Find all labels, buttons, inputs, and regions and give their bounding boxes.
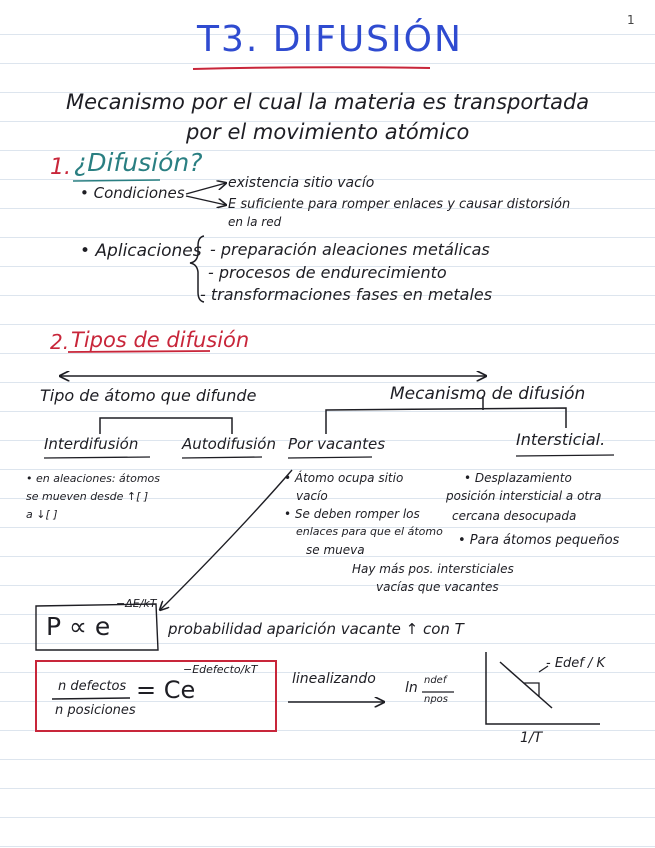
condiciones-label: • Condiciones (80, 184, 185, 202)
section-2-number: 2. (50, 330, 70, 354)
section-1-underline (73, 180, 160, 181)
ln-numerator: ndef (424, 675, 447, 686)
autodifusion-heading: Autodifusión (182, 435, 276, 453)
aplicaciones-label: • Aplicaciones (80, 241, 202, 261)
section-2-underline (68, 351, 210, 352)
page-number: 1 (627, 13, 635, 27)
vacantes-note-5: se mueva (306, 543, 365, 557)
tipo-atomo-bracket (100, 418, 232, 434)
interdifusion-note-3: a ↓[ ] (26, 508, 58, 521)
interdifusion-note-2: se mueven desde ↑[ ] (26, 490, 149, 503)
aplicaciones-item-1: - preparación aleaciones metálicas (210, 240, 490, 259)
por-vacantes-heading: Por vacantes (288, 435, 386, 453)
title-underline (193, 67, 430, 69)
intro-line-1: Mecanismo por el cual la materia es transportada (66, 90, 590, 114)
fraction-bar (52, 698, 130, 699)
vacantes-note-1: • Átomo ocupa sitio (284, 471, 404, 485)
fraction-numerator: n defectos (58, 679, 127, 694)
mecanismo-bracket (326, 408, 566, 434)
autodifusion-underline (182, 457, 262, 458)
intersticial-note-4: • Para átomos pequeños (458, 533, 620, 548)
proportional-formula-box (36, 604, 158, 650)
proportional-formula: P ∝ e (46, 612, 111, 641)
condiciones-item-2: E suficiente para romper enlaces y causar distorsión (228, 197, 571, 212)
section-2-title: Tipos de difusión (71, 328, 250, 352)
aplicaciones-item-3: - transformaciones fases en metales (200, 285, 493, 304)
intro-line-2: por el movimiento atómico (186, 120, 470, 144)
graph-axes (486, 652, 600, 724)
por-vacantes-underline (288, 457, 372, 458)
hay-mas-line-1: Hay más pos. intersticiales (352, 562, 514, 576)
hay-mas-line-2: vacías que vacantes (376, 580, 499, 594)
proportional-exponent: −ΔE/kT (116, 597, 157, 610)
defect-equation-box (36, 661, 276, 731)
condiciones-arrow-down (186, 196, 226, 205)
intersticial-note-3: cercana desocupada (452, 509, 577, 523)
probability-text: probabilidad aparición vacante ↑ con T (168, 620, 464, 638)
aplicaciones-brace (190, 236, 204, 302)
slope-label: - Edef / K (546, 656, 606, 671)
aplicaciones-item-2: - procesos de endurecimiento (208, 263, 447, 282)
condiciones-item-2-cont: en la red (228, 215, 282, 229)
section-1-number: 1. (50, 155, 71, 180)
section-1-title: ¿Difusión? (74, 148, 203, 177)
equals-ce: = Ce (136, 676, 196, 704)
condiciones-arrow-up (186, 183, 226, 194)
vacantes-to-formula-arrow (160, 470, 292, 610)
slope-leader (539, 666, 548, 672)
vacantes-note-4: enlaces para que el átomo (296, 525, 443, 538)
interdifusion-note-1: • en aleaciones: átomos (26, 472, 160, 485)
condiciones-item-1: existencia sitio vacío (228, 175, 375, 191)
interdifusion-underline (44, 457, 150, 458)
mecanismo-heading: Mecanismo de difusión (390, 384, 586, 404)
tipo-atomo-heading: Tipo de átomo que difunde (40, 386, 257, 405)
ln-denominator: npos (424, 694, 449, 705)
linealizando-label: linealizando (292, 671, 376, 687)
fraction-denominator: n posiciones (55, 703, 136, 718)
graph-x-label: 1/T (520, 730, 543, 746)
intersticial-underline (516, 455, 614, 456)
page-title: T3. DIFUSIÓN (197, 19, 463, 60)
intersticial-note-2: posición intersticial a otra (446, 489, 602, 503)
vacantes-note-3: • Se deben romper los (284, 507, 420, 521)
interdifusion-heading: Interdifusión (44, 435, 139, 453)
intersticial-heading: Intersticial. (516, 430, 606, 449)
ln-label: ln (405, 680, 418, 696)
equation-exponent: −Edefecto/kT (183, 663, 258, 676)
intersticial-note-1: • Desplazamiento (464, 471, 572, 485)
vacantes-note-2: vacío (296, 489, 328, 503)
